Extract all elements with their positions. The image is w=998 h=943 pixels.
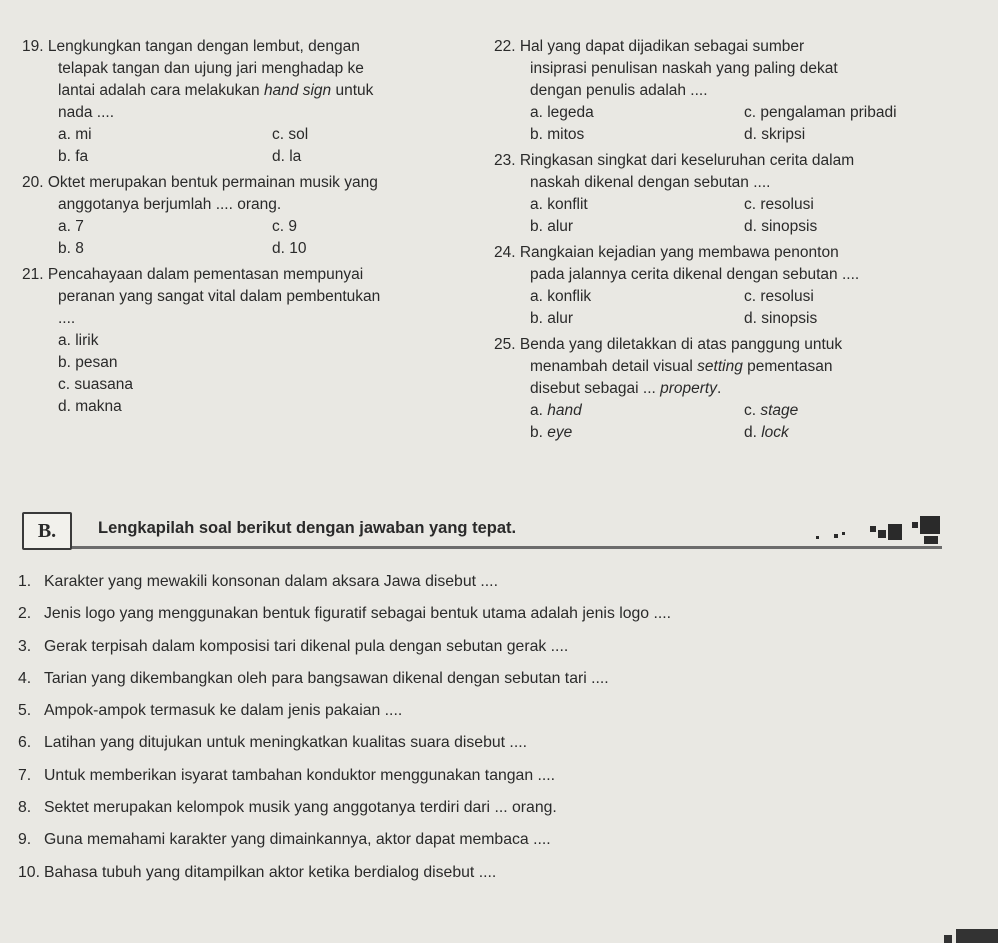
option-a[interactable]: a. konflit	[530, 196, 588, 213]
question-22	[494, 36, 942, 146]
question-text: 24. Rangkaian kejadian yang membawa penonton pada jalannya cerita dikenal dengan sebutan ....	[494, 244, 860, 283]
right-column	[494, 36, 942, 444]
option-a[interactable]: a. mi	[58, 126, 92, 143]
option-label: stage	[760, 402, 799, 419]
option-b[interactable]: b. eye	[530, 424, 573, 441]
list-item: 9. Guna memahami karakter yang dimainkannya, aktor dapat membaca ....	[18, 831, 551, 849]
option-b[interactable]: b. alur	[530, 218, 574, 235]
option-label: hand	[547, 402, 582, 419]
list-item: 8. Sektet merupakan kelompok musik yang anggotanya terdiri dari ... orang.	[18, 799, 557, 817]
option-b[interactable]: b. mitos	[530, 126, 585, 143]
answer-options	[494, 400, 942, 444]
list-item: 7. Untuk memberikan isyarat tambahan konduktor menggunakan tangan ....	[18, 766, 556, 784]
option-a[interactable]: a. legeda	[530, 104, 594, 121]
list-item: 5. Ampok-ampok termasuk ke dalam jenis pakaian ....	[18, 702, 403, 720]
option-b[interactable]: b. pesan	[58, 354, 118, 371]
answer-options	[22, 124, 482, 168]
option-d[interactable]: d. lock	[744, 424, 789, 441]
list-item: 6. Latihan yang ditujukan untuk meningkatkan kualitas suara disebut ....	[18, 734, 527, 752]
list-item: 4. Tarian yang dikembangkan oleh para bangsawan dikenal dengan sebutan tari ....	[18, 669, 609, 687]
section-title: Lengkapilah soal berikut dengan jawaban yang tepat.	[98, 519, 517, 537]
option-c[interactable]: c. stage	[744, 402, 799, 419]
answer-options	[22, 330, 482, 418]
option-c[interactable]: c. suasana	[58, 376, 133, 393]
option-b[interactable]: b. fa	[58, 148, 89, 165]
question-19	[22, 36, 482, 168]
option-c[interactable]: c. resolusi	[744, 288, 814, 305]
answer-options	[22, 216, 482, 260]
option-c[interactable]: c. 9	[272, 218, 297, 235]
answer-options	[494, 102, 942, 146]
option-a[interactable]: a. lirik	[58, 332, 99, 349]
list-item: 3. Gerak terpisah dalam komposisi tari dikenal pula dengan sebutan gerak ....	[18, 637, 569, 655]
question-21	[22, 264, 482, 418]
left-column	[22, 36, 482, 418]
question-text: 25. Benda yang diletakkan di atas panggung untuk menambah detail visual setting pementasan disebut sebagai ... property.	[494, 336, 843, 397]
option-d[interactable]: d. sinopsis	[744, 218, 818, 235]
option-label: eye	[547, 424, 573, 441]
section-b-header	[22, 512, 942, 550]
question-text: 19. Lengkungkan tangan dengan lembut, dengan telapak tangan dan ujung jari menghadap ke lantai adalah cara melakukan hand sign untuk nada ....	[22, 38, 374, 121]
list-item: 10. Bahasa tubuh yang ditampilkan aktor ketika berdialog disebut ....	[18, 863, 497, 881]
decorative-dots-icon	[812, 514, 942, 548]
option-a[interactable]: a. 7	[58, 218, 84, 235]
option-d[interactable]: d. la	[272, 148, 302, 165]
list-item: 1. Karakter yang mewakili konsonan dalam aksara Jawa disebut ....	[18, 573, 498, 590]
answer-options	[494, 286, 942, 330]
question-text: 20. Oktet merupakan bentuk permainan musik yang anggotanya berjumlah .... orang.	[22, 174, 378, 213]
option-label: lock	[761, 424, 789, 441]
list-item: 2. Jenis logo yang menggunakan bentuk figuratif sebagai bentuk utama adalah jenis logo ....	[18, 605, 672, 623]
question-text: 21. Pencahayaan dalam pementasan mempunyai peranan yang sangat vital dalam pembentukan ....	[22, 266, 381, 327]
option-a[interactable]: a. konflik	[530, 288, 592, 305]
question-20	[22, 172, 482, 260]
option-c[interactable]: c. sol	[272, 126, 309, 143]
question-23	[494, 150, 942, 238]
option-d[interactable]: d. skripsi	[744, 126, 806, 143]
answer-options	[494, 194, 942, 238]
option-c[interactable]: c. pengalaman pribadi	[744, 104, 897, 121]
option-d[interactable]: d. sinopsis	[744, 310, 818, 327]
question-text: 23. Ringkasan singkat dari keseluruhan cerita dalam naskah dikenal dengan sebutan ....	[494, 152, 855, 191]
corner-decoration-icon	[928, 923, 998, 943]
option-a[interactable]: a. hand	[530, 402, 582, 419]
section-badge: B.	[22, 512, 72, 550]
option-b[interactable]: b. 8	[58, 240, 84, 257]
option-b[interactable]: b. alur	[530, 310, 574, 327]
section-b-list	[18, 566, 958, 889]
question-24	[494, 242, 942, 330]
question-text: 22. Hal yang dapat dijadikan sebagai sumber insiprasi penulisan naskah yang paling dekat dengan penulis adalah ....	[494, 38, 838, 99]
question-25	[494, 334, 942, 444]
option-c[interactable]: c. resolusi	[744, 196, 814, 213]
option-d[interactable]: d. makna	[58, 398, 122, 415]
section-divider	[52, 546, 942, 549]
option-d[interactable]: d. 10	[272, 240, 307, 257]
